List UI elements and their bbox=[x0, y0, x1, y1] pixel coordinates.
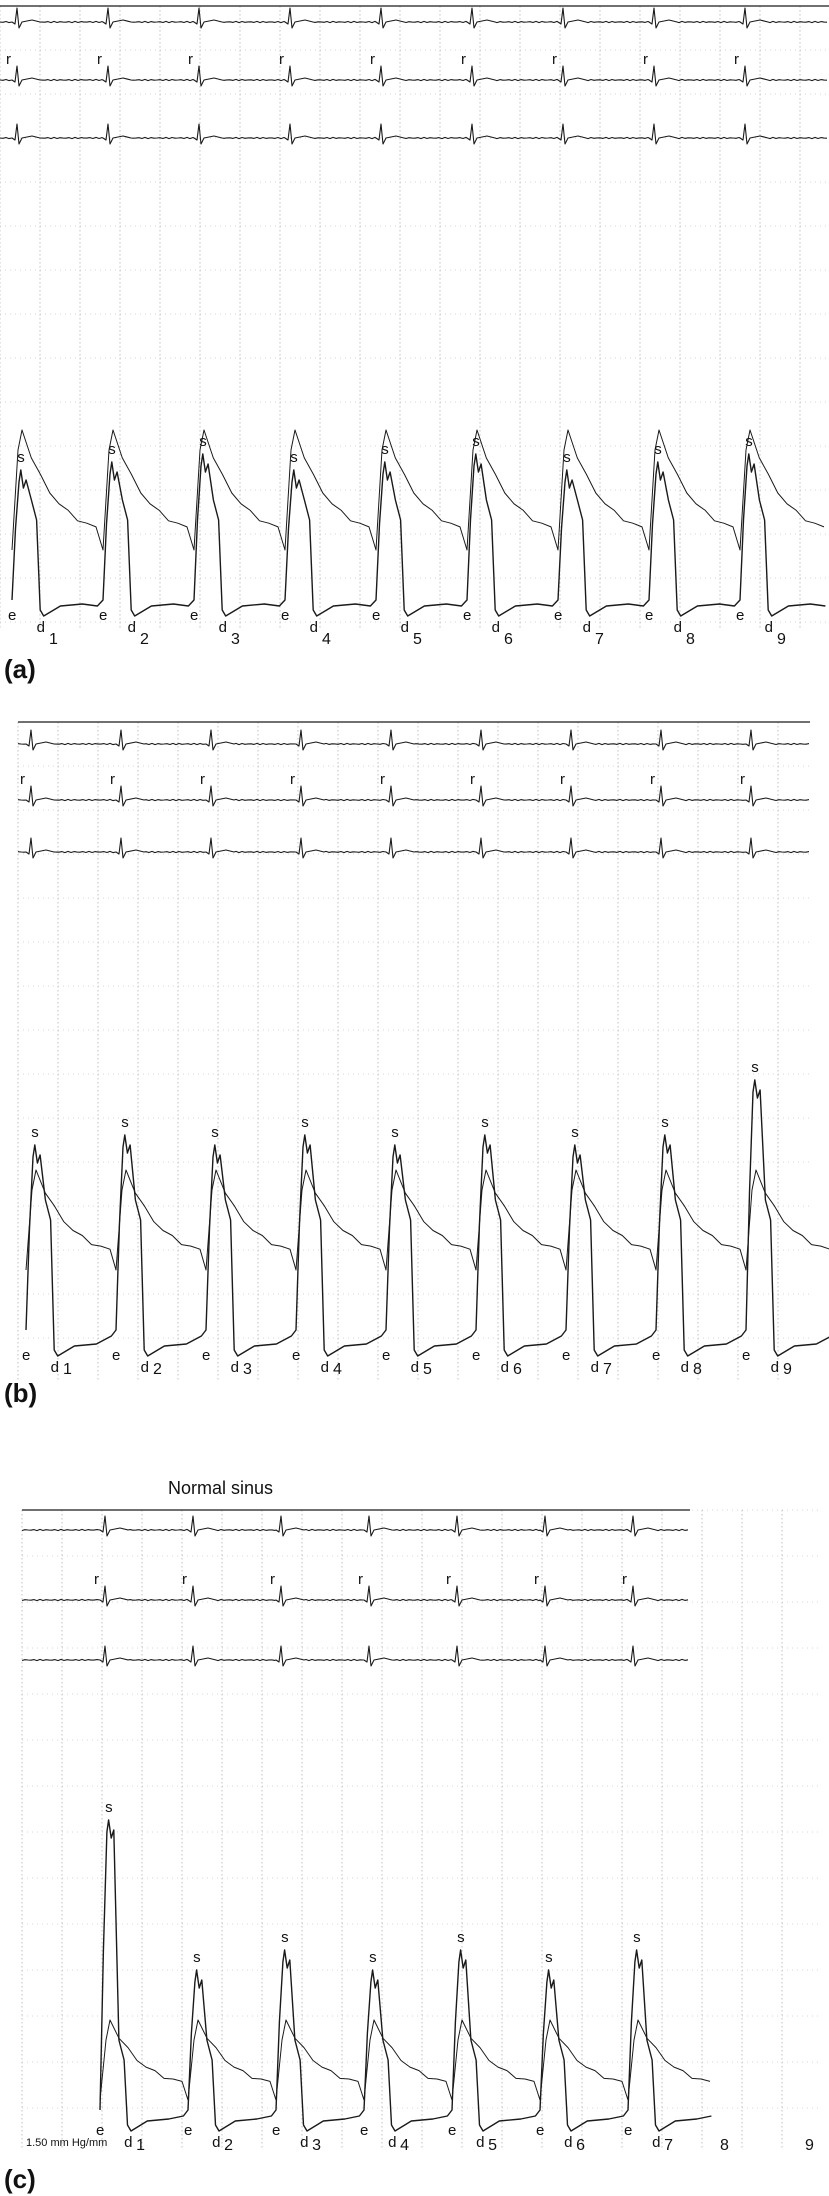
panel-c-r-marker: r bbox=[446, 1571, 451, 1588]
panel-c-e-marker: e bbox=[184, 2122, 193, 2139]
panel-b-beat-number: 6 bbox=[512, 1361, 522, 1378]
panel-b-d-marker: d bbox=[680, 1359, 689, 1376]
panel-b-d-marker: d bbox=[320, 1359, 329, 1376]
trace-layer bbox=[0, 8, 829, 2131]
panel-a-e-marker: e bbox=[372, 607, 381, 624]
panel-a-e-marker: e bbox=[99, 607, 108, 624]
panel-b-d-marker: d bbox=[410, 1359, 419, 1376]
panel-a-e-marker: e bbox=[281, 607, 290, 624]
panel-a-r-marker: r bbox=[370, 51, 375, 68]
annotation-layer bbox=[4, 51, 814, 2194]
panel-b-e-marker: e bbox=[562, 1347, 571, 1364]
panel-a-r-marker: r bbox=[279, 51, 284, 68]
panel-a-s-marker: s bbox=[654, 441, 662, 458]
panel-c-s-marker: s bbox=[545, 1949, 553, 1966]
panel-b-r-marker: r bbox=[110, 771, 115, 788]
panel-b-s-marker: s bbox=[211, 1124, 219, 1141]
panel-a-beat-number: 8 bbox=[685, 631, 695, 648]
panel-c-beat-number: 9 bbox=[805, 2137, 814, 2154]
panel-a-s-marker: s bbox=[290, 449, 298, 466]
panel-c-r-marker: r bbox=[622, 1571, 627, 1588]
panel-c-r-marker: r bbox=[182, 1571, 187, 1588]
panel-c-d-marker: d bbox=[300, 2134, 309, 2151]
panel-a-beat-number: 6 bbox=[503, 631, 513, 648]
panel-b-e-marker: e bbox=[742, 1347, 751, 1364]
panel-b-r-marker: r bbox=[740, 771, 745, 788]
panel-b-s-marker: s bbox=[31, 1124, 39, 1141]
panel-b-beat-number: 5 bbox=[422, 1361, 432, 1378]
panel-label-a: (a) bbox=[4, 654, 36, 684]
panel-c-beat-number: 7 bbox=[664, 2137, 674, 2154]
panel-c-e-marker: e bbox=[96, 2122, 105, 2139]
panel-c-d-marker: d bbox=[564, 2134, 573, 2151]
panel-b-r-marker: r bbox=[290, 771, 295, 788]
panel-a-beat-number: 5 bbox=[412, 631, 422, 648]
panel-c-d-marker: d bbox=[652, 2134, 661, 2151]
panel-b-beat-number: 4 bbox=[332, 1361, 342, 1378]
panel-c-e-marker: e bbox=[272, 2122, 281, 2139]
panel-b-e-marker: e bbox=[202, 1347, 211, 1364]
panel-a-beat-number: 3 bbox=[230, 631, 240, 648]
panel-b-beat-number: 7 bbox=[602, 1361, 612, 1378]
panel-c-e-marker: e bbox=[624, 2122, 633, 2139]
panel-c-scale: 1.50 mm Hg/mm bbox=[26, 2137, 108, 2149]
panel-label-b: (b) bbox=[4, 1378, 38, 1408]
panel-b-row2-ecg-trace bbox=[18, 786, 809, 806]
panel-b-r-marker: r bbox=[20, 771, 25, 788]
panel-b-aortic-trace bbox=[26, 1080, 829, 1356]
panel-b-e-marker: e bbox=[472, 1347, 481, 1364]
panel-b-e-marker: e bbox=[382, 1347, 391, 1364]
panel-c-beat-number: 1 bbox=[136, 2137, 146, 2154]
panel-c-s-marker: s bbox=[281, 1929, 289, 1946]
panel-a-s-marker: s bbox=[745, 433, 753, 450]
panel-b-d-marker: d bbox=[770, 1359, 779, 1376]
panel-a-d-marker: d bbox=[673, 619, 682, 636]
panel-b-r-marker: r bbox=[470, 771, 475, 788]
panel-b-d-marker: d bbox=[500, 1359, 509, 1376]
panel-a-beat-number: 4 bbox=[321, 631, 331, 648]
panel-c-r-marker: r bbox=[534, 1571, 539, 1588]
panel-a-row3-ecg-trace bbox=[0, 124, 827, 144]
panel-c-beat-number: 2 bbox=[224, 2137, 234, 2154]
panel-a-d-marker: d bbox=[127, 619, 136, 636]
panel-c-beat-number: 8 bbox=[720, 2137, 729, 2154]
panel-c-beat-number: 3 bbox=[312, 2137, 322, 2154]
panel-a-r-marker: r bbox=[188, 51, 193, 68]
panel-c-aortic-trace bbox=[100, 1820, 711, 2131]
panel-c-row3-ecg-trace bbox=[22, 1646, 688, 1666]
panel-a-r-marker: r bbox=[461, 51, 466, 68]
panel-a-r-marker: r bbox=[97, 51, 102, 68]
panel-a-row1-ecg-trace bbox=[0, 8, 827, 28]
panel-b-row1-ecg-trace bbox=[18, 730, 809, 750]
panel-a-beat-number: 7 bbox=[594, 631, 604, 648]
panel-c-beat-number: 6 bbox=[576, 2137, 586, 2154]
panel-a-e-marker: e bbox=[554, 607, 563, 624]
panel-b-e-marker: e bbox=[652, 1347, 661, 1364]
panel-b-beat-number: 3 bbox=[242, 1361, 252, 1378]
panel-a-s-marker: s bbox=[108, 441, 116, 458]
panel-a-d-marker: d bbox=[582, 619, 591, 636]
panel-a-e-marker: e bbox=[736, 607, 745, 624]
panel-b-r-marker: r bbox=[650, 771, 655, 788]
panel-b-e-marker: e bbox=[22, 1347, 31, 1364]
panel-a-r-marker: r bbox=[552, 51, 557, 68]
panel-b-d-marker: d bbox=[590, 1359, 599, 1376]
panel-a-beat-number: 9 bbox=[776, 631, 786, 648]
panel-b-e-marker: e bbox=[112, 1347, 121, 1364]
panel-b-beat-number: 9 bbox=[782, 1361, 792, 1378]
panel-a-beat-number: 2 bbox=[139, 631, 149, 648]
panel-c-r-marker: r bbox=[94, 1571, 99, 1588]
panel-b-r-marker: r bbox=[380, 771, 385, 788]
panel-a-e-marker: e bbox=[463, 607, 472, 624]
panel-a-s-marker: s bbox=[17, 449, 25, 466]
panel-a-e-marker: e bbox=[8, 607, 17, 624]
panel-a-r-marker: r bbox=[643, 51, 648, 68]
panel-b-s-marker: s bbox=[661, 1114, 669, 1131]
panel-c-s-marker: s bbox=[457, 1929, 465, 1946]
panel-c-d-marker: d bbox=[388, 2134, 397, 2151]
panel-a-d-marker: d bbox=[764, 619, 773, 636]
panel-c-s-marker: s bbox=[105, 1799, 113, 1816]
panel-b-s-marker: s bbox=[391, 1124, 399, 1141]
panel-a-beat-number: 1 bbox=[48, 631, 58, 648]
panel-b-beat-number: 1 bbox=[62, 1361, 72, 1378]
panel-c-r-marker: r bbox=[270, 1571, 275, 1588]
panel-a-d-marker: d bbox=[36, 619, 45, 636]
panel-a-s-marker: s bbox=[199, 433, 207, 450]
panel-b-r-marker: r bbox=[560, 771, 565, 788]
panel-c-s-marker: s bbox=[193, 1949, 201, 1966]
panel-b-d-marker: d bbox=[140, 1359, 149, 1376]
panel-b-r-marker: r bbox=[200, 771, 205, 788]
panel-b-s-marker: s bbox=[301, 1114, 309, 1131]
panel-a-e-marker: e bbox=[190, 607, 199, 624]
panel-a-row2-ecg-trace bbox=[0, 66, 827, 86]
panel-a-lv-trace bbox=[12, 430, 824, 550]
panel-a-r-marker: r bbox=[734, 51, 739, 68]
panel-b-d-marker: d bbox=[50, 1359, 59, 1376]
panel-b-d-marker: d bbox=[230, 1359, 239, 1376]
panel-a-d-marker: d bbox=[400, 619, 409, 636]
panel-c-e-marker: e bbox=[448, 2122, 457, 2139]
grid-layer bbox=[0, 6, 829, 2150]
panel-b-e-marker: e bbox=[292, 1347, 301, 1364]
panel-c-beat-number: 4 bbox=[400, 2137, 410, 2154]
panel-b-lv-trace bbox=[26, 1170, 829, 1270]
panel-b-row3-ecg-trace bbox=[18, 838, 809, 858]
panel-a-d-marker: d bbox=[218, 619, 227, 636]
panel-a-d-marker: d bbox=[491, 619, 500, 636]
panel-a-e-marker: e bbox=[645, 607, 654, 624]
panel-c-r-marker: r bbox=[358, 1571, 363, 1588]
panel-c-row2-ecg-trace bbox=[22, 1586, 688, 1606]
panel-c-e-marker: e bbox=[536, 2122, 545, 2139]
panel-c-row1-ecg-trace bbox=[22, 1516, 688, 1536]
panel-c-d-marker: d bbox=[476, 2134, 485, 2151]
panel-c-s-marker: s bbox=[369, 1949, 377, 1966]
panel-c-title: Normal sinus bbox=[168, 1478, 274, 1498]
panel-b-s-marker: s bbox=[751, 1059, 759, 1076]
panel-b-s-marker: s bbox=[481, 1114, 489, 1131]
panel-c-beat-number: 5 bbox=[488, 2137, 498, 2154]
panel-b-beat-number: 2 bbox=[152, 1361, 162, 1378]
panel-c-e-marker: e bbox=[360, 2122, 369, 2139]
panel-a-s-marker: s bbox=[472, 433, 480, 450]
panel-c-s-marker: s bbox=[633, 1929, 641, 1946]
panel-b-s-marker: s bbox=[121, 1114, 129, 1131]
panel-label-c: (c) bbox=[4, 2164, 36, 2194]
panel-b-beat-number: 8 bbox=[692, 1361, 702, 1378]
panel-c-d-marker: d bbox=[212, 2134, 221, 2151]
panel-c-d-marker: d bbox=[124, 2134, 133, 2151]
panel-a-aortic-trace bbox=[12, 454, 825, 616]
panel-a-s-marker: s bbox=[381, 441, 389, 458]
panel-a-s-marker: s bbox=[563, 449, 571, 466]
panel-a-r-marker: r bbox=[6, 51, 11, 68]
panel-a-d-marker: d bbox=[309, 619, 318, 636]
panel-b-s-marker: s bbox=[571, 1124, 579, 1141]
